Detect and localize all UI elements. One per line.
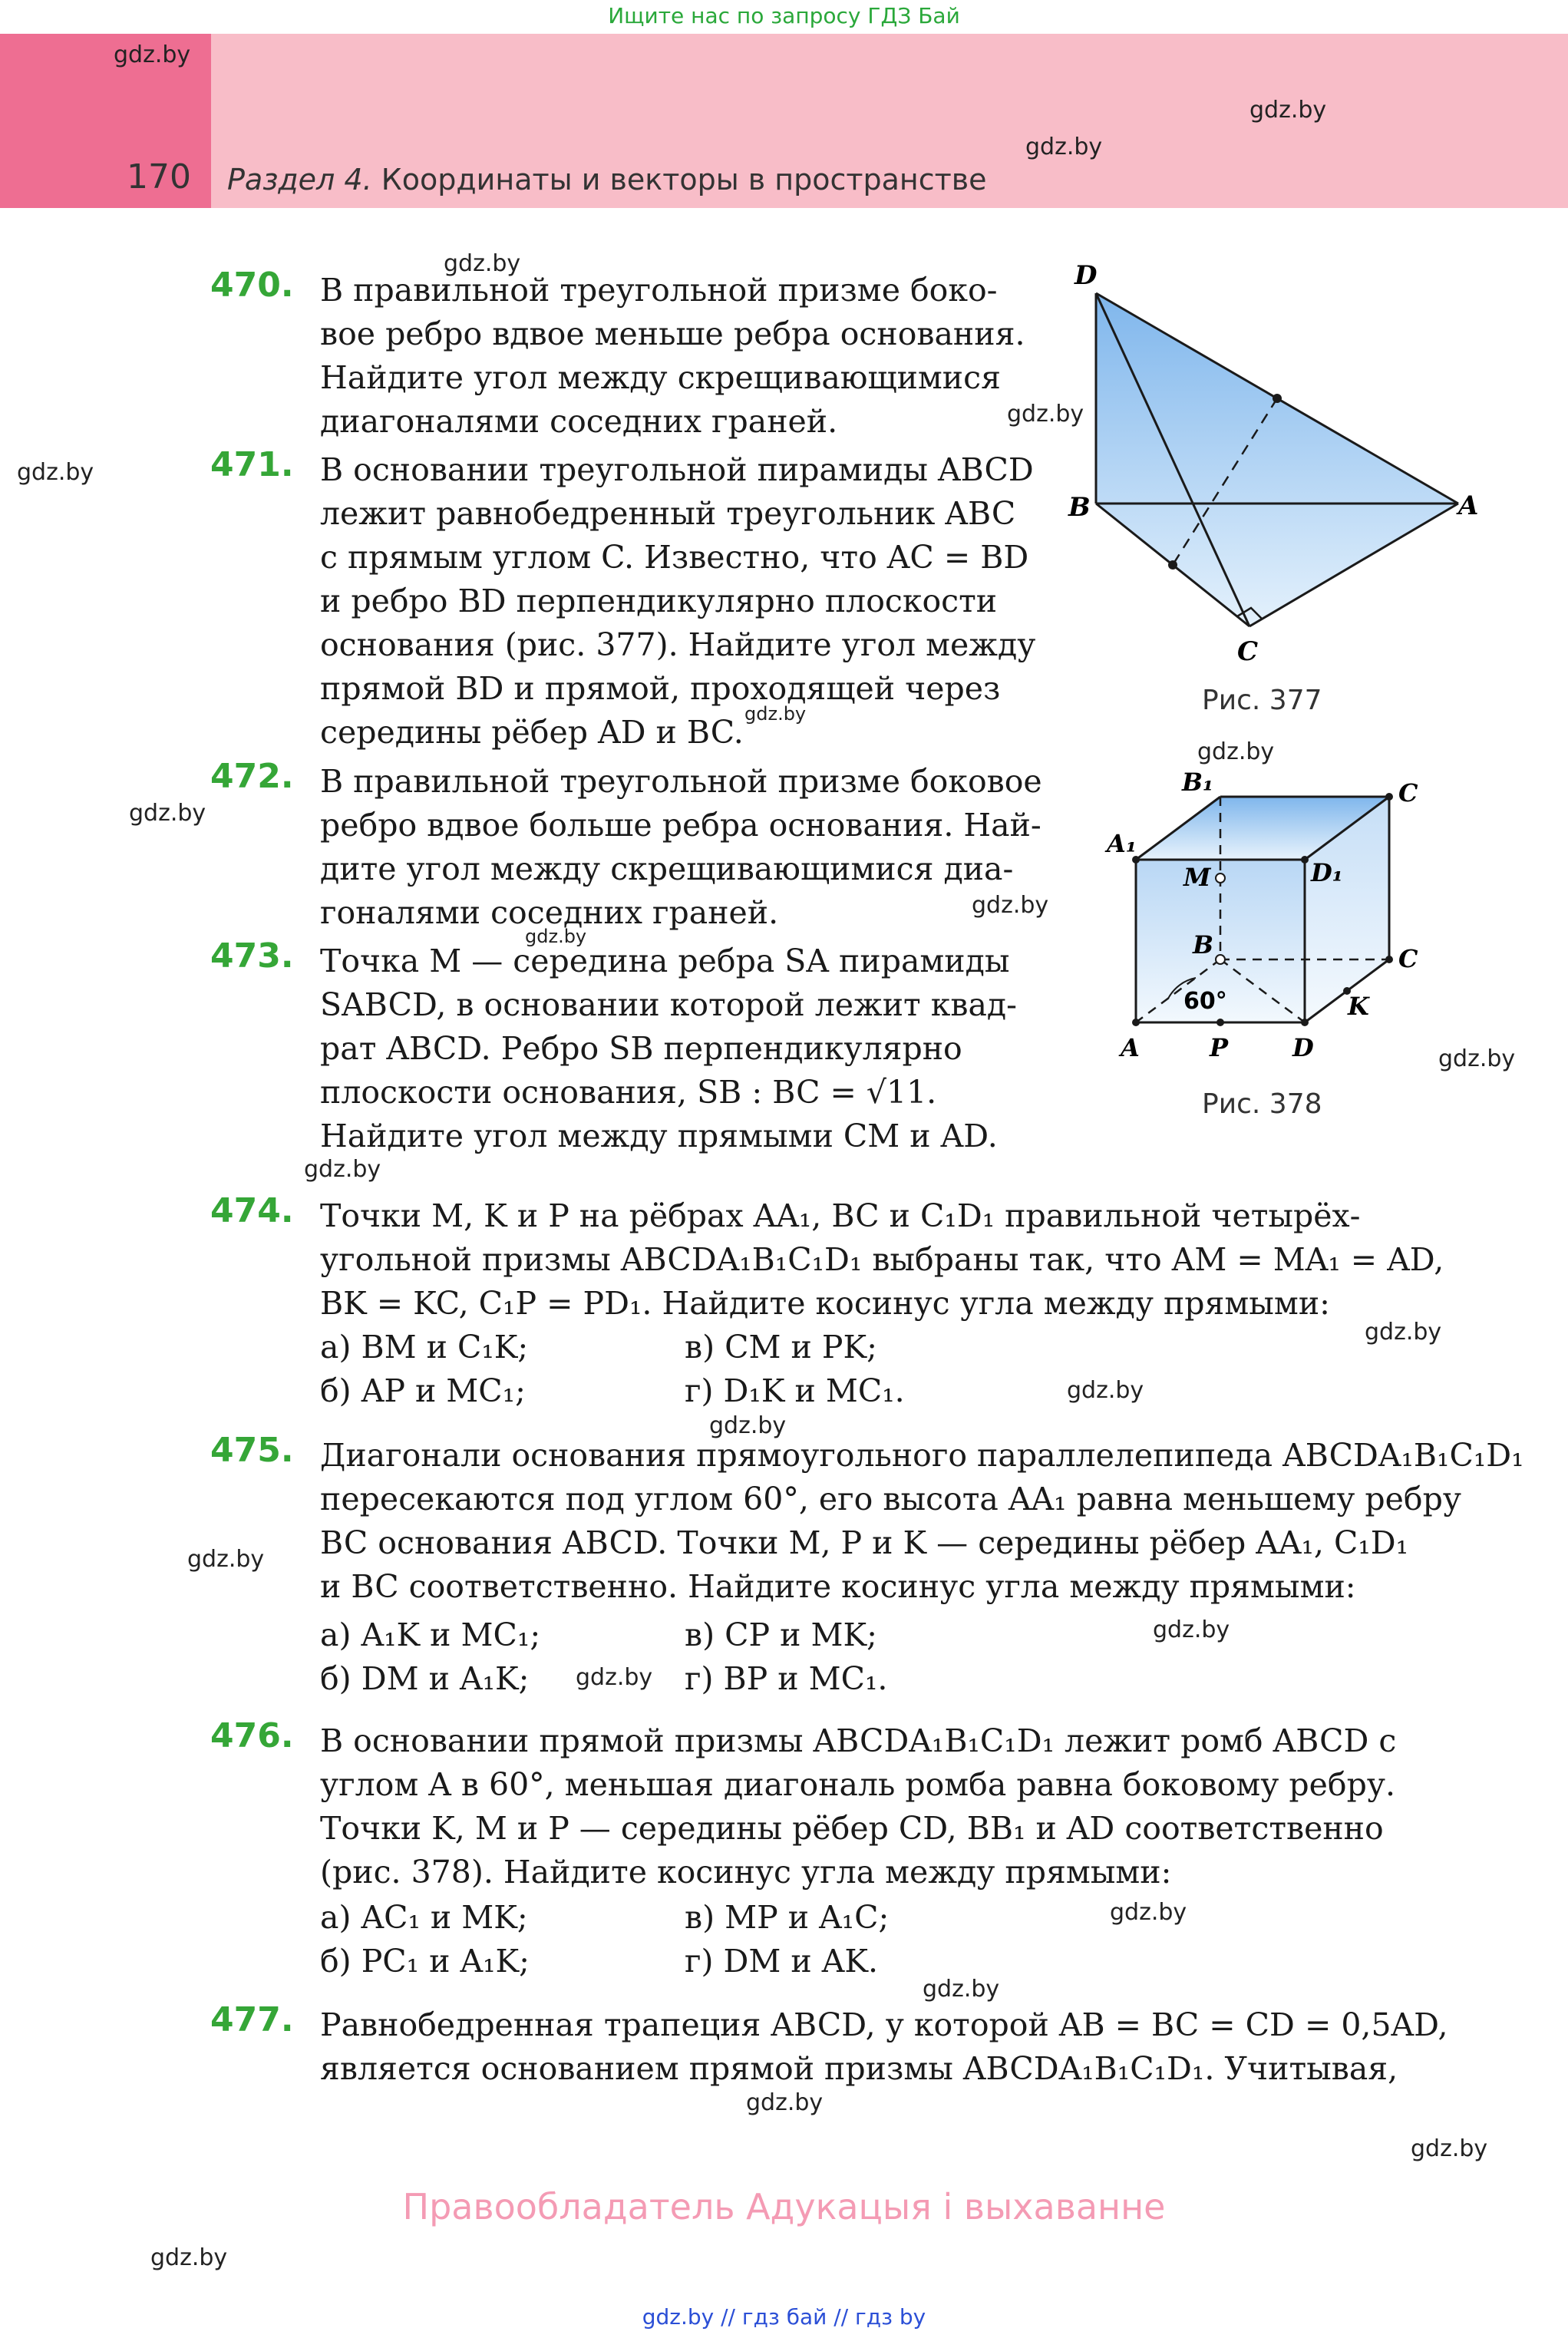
figure-377: [1059, 261, 1489, 668]
copyright-notice: Правообладатель Адукацыя і выхаванне: [402, 2186, 1166, 2227]
text-line: с прямым углом C. Известно, что AC = BD: [320, 539, 1029, 576]
option-a: а) AC₁ и MK;: [320, 1899, 528, 1936]
problem-number: 474.: [210, 1191, 294, 1230]
point-a: [1132, 1019, 1140, 1026]
option-b: б) DM и A₁K;: [320, 1660, 530, 1697]
watermark: gdz.by: [1067, 1377, 1144, 1404]
text-line: вое ребро вдвое меньше ребра основания.: [320, 315, 1025, 352]
text-line: середины рёбер AD и BC.: [320, 714, 744, 751]
problem-number: 473.: [210, 936, 294, 976]
label-k: K: [1348, 992, 1369, 1021]
watermark: gdz.by: [304, 1156, 381, 1183]
watermark: gdz.by: [1197, 738, 1275, 765]
label-m: M: [1183, 863, 1211, 892]
text-line: и ребро BD перпендикулярно плоскости: [320, 583, 998, 619]
watermark: gdz.by: [923, 1976, 1000, 2003]
watermark: gdz.by: [709, 1412, 787, 1439]
figure-378-caption: Рис. 378: [1202, 1088, 1322, 1120]
label-d: D: [1074, 261, 1098, 291]
option-b: б) PC₁ и A₁K;: [320, 1943, 530, 1980]
label-c: C: [1237, 636, 1259, 667]
text-line: В основании прямой призмы ABCDA₁B₁C₁D₁ лежит ромб ABCD с: [320, 1722, 1397, 1759]
label-p: P: [1210, 1033, 1229, 1062]
text-line: прямой BD и прямой, проходящей через: [320, 670, 1001, 707]
watermark: gdz.by: [1365, 1319, 1442, 1346]
pyramid-face: [1096, 293, 1458, 626]
text-line: основания (рис. 377). Найдите угол между: [320, 626, 1036, 663]
text-line: Равнобедренная трапеция ABCD, у которой AB = BC = CD = 0,5AD,: [320, 2006, 1448, 2043]
text-line: гоналями соседних граней.: [320, 894, 779, 931]
section-title: [227, 163, 987, 196]
watermark: gdz.by: [1438, 1045, 1516, 1072]
search-hint-link[interactable]: Ищите нас по запросу ГДЗ Бай: [608, 3, 960, 28]
label-b: B: [1193, 930, 1214, 959]
page-number: 170: [127, 157, 191, 196]
problem-474-text: [320, 1194, 1456, 1326]
text-line: углом A в 60°, меньшая диагональ ромба равна боковому ребру.: [320, 1766, 1396, 1803]
label-d: D: [1292, 1033, 1314, 1062]
problem-477-text: [320, 2003, 1456, 2091]
watermark: gdz.by: [114, 41, 191, 68]
text-line: угольной призмы ABCDA₁B₁C₁D₁ выбраны так, что AM = MA₁ = AD,: [320, 1241, 1444, 1278]
option-b: б) AP и MC₁;: [320, 1372, 526, 1409]
watermark: gdz.by: [1153, 1616, 1230, 1643]
text-line: и BC соответственно. Найдите косинус угла между прямыми:: [320, 1568, 1356, 1605]
label-a: A: [1121, 1033, 1140, 1062]
text-line: BC основания ABCD. Точки M, P и K — середины рёбер AA₁, C₁D₁: [320, 1524, 1409, 1561]
label-b: B: [1068, 492, 1091, 523]
label-c: C: [1398, 944, 1418, 973]
point-d1: [1301, 856, 1309, 864]
problem-473-text: [320, 939, 1036, 1158]
problem-476-text: [320, 1719, 1456, 1894]
midpoint-bc: [1168, 560, 1177, 570]
watermark: gdz.by: [1411, 2135, 1488, 2162]
problem-number: 475.: [210, 1431, 294, 1470]
option-a: а) A₁K и MC₁;: [320, 1616, 541, 1653]
text-line: В правильной треугольной призме боковое: [320, 763, 1042, 800]
section-name: Координаты и векторы в пространстве: [381, 163, 987, 196]
text-line: В основании треугольной пирамиды ABCD: [320, 451, 1034, 488]
text-line: лежит равнобедренный треугольник ABC: [320, 495, 1016, 532]
text-line: (рис. 378). Найдите косинус угла между прямыми:: [320, 1854, 1172, 1891]
watermark: gdz.by: [17, 459, 94, 486]
watermark: gdz.by: [1007, 401, 1084, 428]
text-line: В правильной треугольной призме боко-: [320, 272, 998, 309]
label-a1: A₁: [1107, 829, 1137, 858]
footer-links[interactable]: gdz.by // гдз бай // гдз by: [642, 2304, 926, 2330]
text-line: Найдите угол между прямыми CM и AD.: [320, 1118, 998, 1154]
problem-number: 476.: [210, 1716, 294, 1755]
point-m: [1216, 873, 1225, 883]
option-g: г) BP и MC₁.: [685, 1660, 888, 1697]
point-c: [1385, 956, 1393, 963]
text-line: ребро вдвое больше ребра основания. Най-: [320, 807, 1041, 844]
label-c1: C: [1398, 778, 1418, 807]
watermark: gdz.by: [746, 2089, 824, 2116]
text-line: Диагонали основания прямоугольного параллелепипеда ABCDA₁B₁C₁D₁: [320, 1437, 1524, 1474]
problem-470-text: [320, 269, 1036, 444]
problem-475-text: [320, 1434, 1524, 1609]
text-line: диагоналями соседних граней.: [320, 403, 838, 440]
text-line: является основанием прямой призмы ABCDA₁B₁C₁D₁. Учитывая,: [320, 2050, 1398, 2087]
point-d: [1301, 1019, 1309, 1026]
point-p: [1216, 1019, 1224, 1026]
text-line: рат ABCD. Ребро SB перпендикулярно: [320, 1030, 962, 1067]
text-line: плоскости основания, SB : BC = √11.: [320, 1074, 937, 1111]
figure-378: [1098, 760, 1512, 1067]
label-b1: B₁: [1182, 768, 1214, 797]
watermark: gdz.by: [1110, 1899, 1187, 1926]
problem-471-text: [320, 448, 1036, 755]
problem-number: 470.: [210, 266, 294, 305]
label-a: A: [1458, 490, 1479, 521]
text-line: Найдите угол между скрещивающимися: [320, 359, 1001, 396]
problem-number: 477.: [210, 2000, 294, 2039]
watermark: gdz.by: [525, 926, 587, 947]
watermark: gdz.by: [150, 2244, 228, 2271]
watermark: gdz.by: [1025, 134, 1103, 160]
problem-number: 472.: [210, 757, 294, 796]
point-c1: [1385, 793, 1393, 801]
watermark: gdz.by: [444, 250, 521, 277]
text-line: дите угол между скрещивающимися диа-: [320, 850, 1014, 887]
watermark: gdz.by: [129, 800, 206, 827]
option-v: в) MP и A₁C;: [685, 1899, 890, 1936]
text-line: BK = KC, C₁P = PD₁. Найдите косинус угла между прямыми:: [320, 1285, 1330, 1322]
watermark: gdz.by: [972, 892, 1049, 919]
point-b: [1216, 955, 1225, 964]
figure-377-caption: Рис. 377: [1202, 685, 1322, 716]
problem-number: 471.: [210, 445, 294, 484]
watermark: gdz.by: [187, 1546, 265, 1573]
label-d1: D₁: [1311, 858, 1343, 887]
text-line: Точка M — середина ребра SA пирамиды: [320, 943, 1010, 979]
option-g: г) D₁K и MC₁.: [685, 1372, 905, 1409]
text-line: Точки K, M и P — середины рёбер CD, BB₁ и AD соответственно: [320, 1810, 1384, 1847]
text-line: пересекаются под углом 60°, его высота AA₁ равна меньшему ребру: [320, 1481, 1461, 1517]
midpoint-ad: [1273, 394, 1282, 403]
option-a: а) BM и C₁K;: [320, 1329, 529, 1365]
text-line: Точки M, K и P на рёбрах AA₁, BC и C₁D₁ правильной четырёх-: [320, 1197, 1361, 1234]
label-angle: 60°: [1183, 988, 1227, 1015]
watermark: gdz.by: [576, 1664, 653, 1691]
section-label: Раздел 4.: [227, 163, 372, 196]
problem-472-text: [320, 760, 1042, 935]
watermark: gdz.by: [1249, 97, 1327, 124]
option-v: в) CP и MK;: [685, 1616, 877, 1653]
option-v: в) CM и PK;: [685, 1329, 877, 1365]
watermark: gdz.by: [744, 703, 807, 725]
text-line: SABCD, в основании которой лежит квад-: [320, 986, 1018, 1023]
option-g: г) DM и AK.: [685, 1943, 879, 1980]
